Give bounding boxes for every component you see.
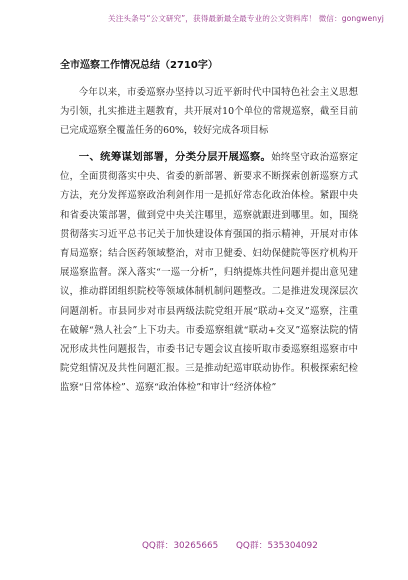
footer-qq-group-two: QQ群：535304092 [236,541,318,551]
header-promo-text: 关注头条号“公文研究”，获得最新最全最专业的公文资料库！ 微信：gongwenyj [108,14,384,23]
section-one-body: 始终坚守政治巡察定位，全面贯彻落实中央、省委的新部署、新要求不断探索创新巡察方式方法，充分发挥巡察政治利剑作用一是抓好常态化政治体检。紧跟中央和省委决策部署，做到党中央关注哪里，巡察就跟进到哪里。如，围绕贯彻落实习近平总书记关于加快建设体育强国的指示精神，开展对市体育局巡察；结合医药领域整治，对市卫健委、妇幼保健院等医疗机构开展巡察监督。深入落实“一巡一分析”，归纳提炼共性问题并提出意见建议，推动群团组织院校等领域体制机制问题整改。二是推进发现深层次问题剖析。市县同步对市县两级法院党组开展“联动+交叉”巡察，注重在破解“熟人社会”上下功夫。市委巡察组就“联动+交叉”巡察法院的情况形成共性问题报告，市委书记专题会议直接听取市委巡察组巡察市中院党组情况及共性问题汇报。三是推动纪巡审联动协作。积极探索纪检监察“日常体检”、巡察“政治体检”和审计“经济体检” [60,152,358,394]
intro-paragraph: 今年以来，市委巡察办坚持以习近平新时代中国特色社会主义思想为引领，扎实推进主题教育，共开展对10个单位的常规巡察，截至目前已完成巡察全覆盖任务的60%，较好完成各项目标 [60,87,358,137]
footer [0,538,408,552]
section-one-paragraph [60,148,358,398]
document-title: 全市巡察工作情况总结（2710字） [60,60,218,71]
footer-qq-group-one: QQ群：30265665 [142,541,219,551]
section-one-heading: 一、统筹谋划部署，分类分层开展巡察。 [78,151,272,163]
